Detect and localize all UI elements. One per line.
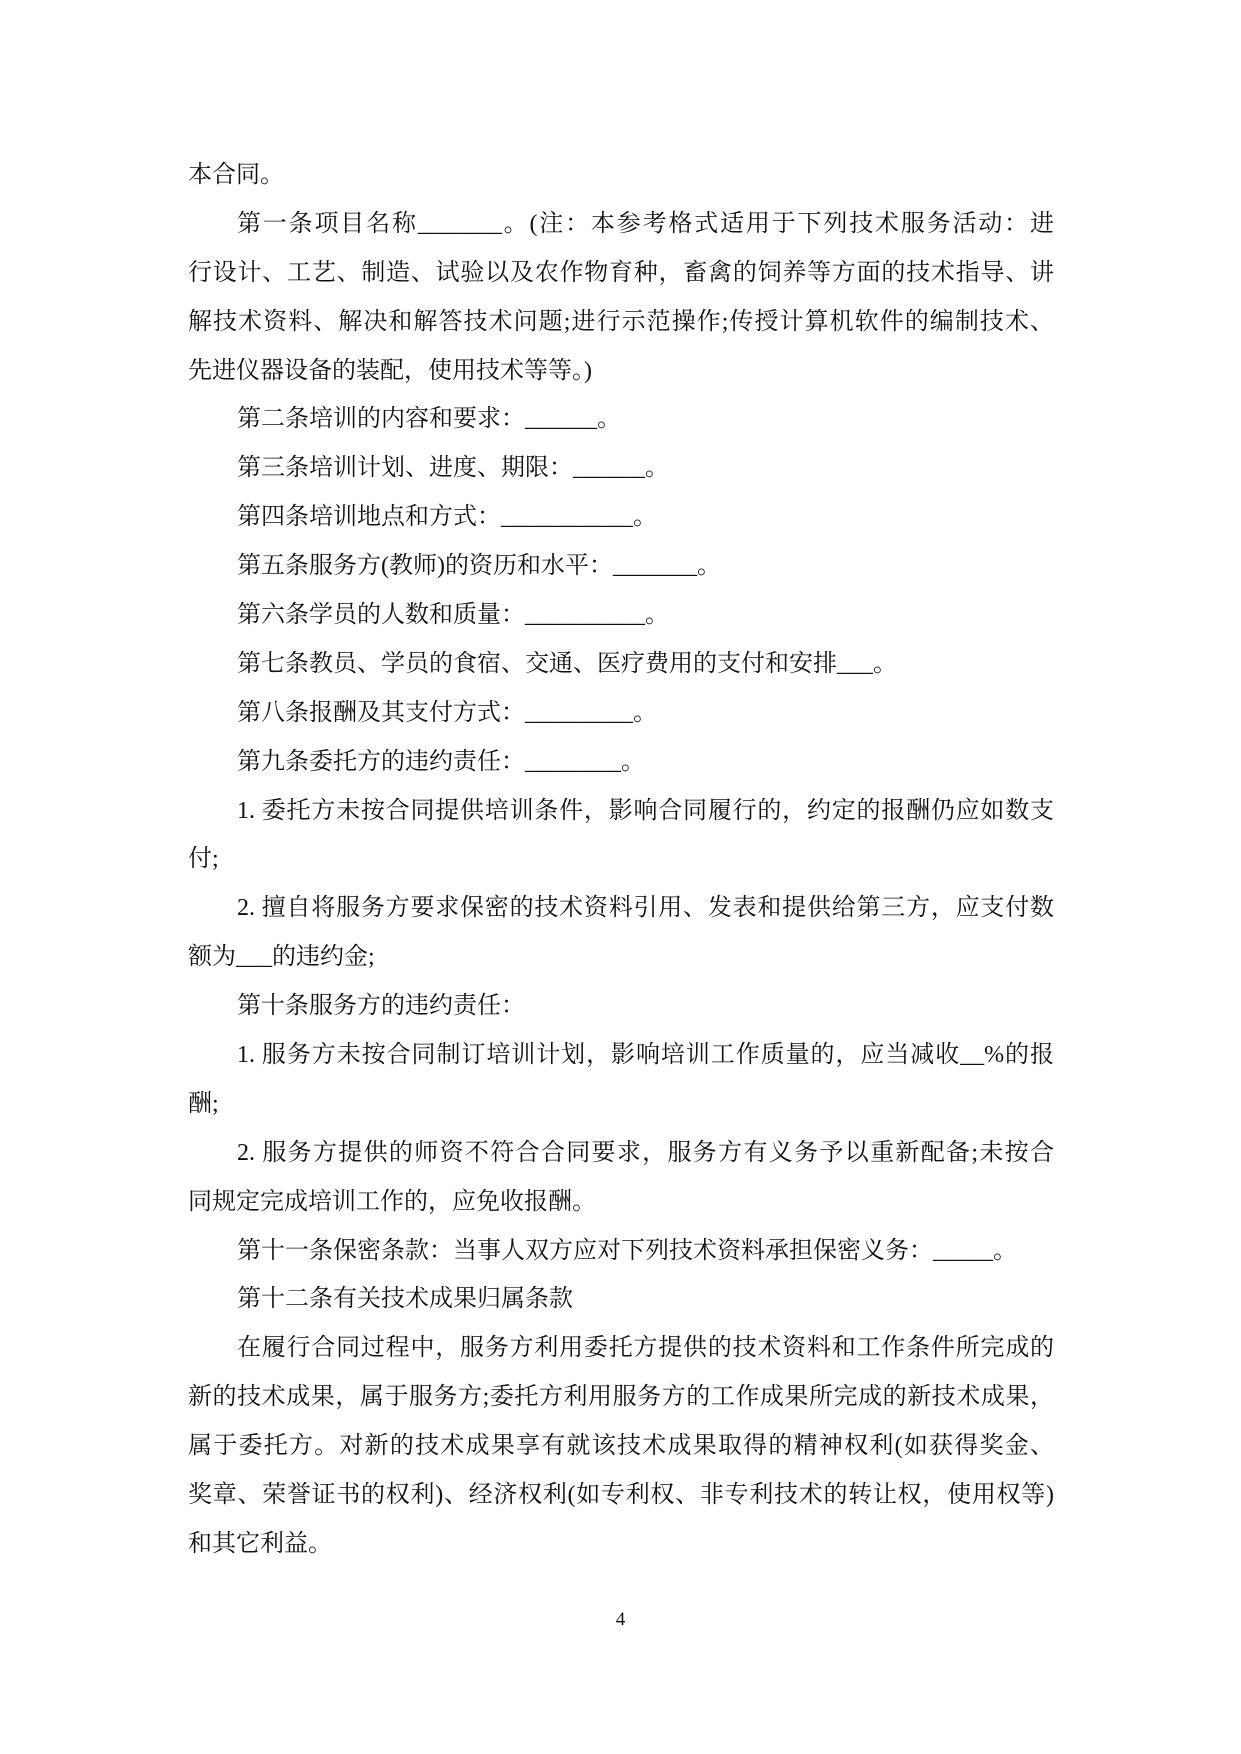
text-line: 第十条服务方的违约责任：: [237, 993, 525, 1020]
text-line: 1. 委托方未按合同提供培训条件，影响合同履行的，约定的报酬仍应如数支: [237, 797, 1054, 824]
text-line: 第一条项目名称_______。(注：本参考格式适用于下列技术服务活动：进: [237, 210, 1054, 237]
text-line: 在履行合同过程中，服务方利用委托方提供的技术资料和工作条件所完成的: [237, 1335, 1054, 1362]
text-line: 第七条教员、学员的食宿、交通、医疗费用的支付和安排___。: [237, 650, 897, 677]
text-line: 第二条培训的内容和要求：______。: [237, 406, 621, 433]
text-line: 酬;: [188, 1090, 219, 1117]
text-line: 1. 服务方未按合同制订培训计划，影响培训工作质量的，应当减收__%的报: [237, 1042, 1054, 1069]
text-line: 第十一条保密条款：当事人双方应对下列技术资料承担保密义务：_____。: [237, 1237, 1017, 1264]
text-line: 属于委托方。对新的技术成果享有就该技术成果取得的精神权利(如获得奖金、: [188, 1433, 1054, 1460]
text-line: 第五条服务方(教师)的资历和水平：_______。: [237, 553, 721, 580]
text-line: 本合同。: [188, 162, 284, 188]
text-line: 第九条委托方的违约责任：________。: [237, 748, 645, 775]
text-line: 奖章、荣誉证书的权利)、经济权利(如专利权、非专利技术的转让权，使用权等): [188, 1482, 1054, 1509]
text-line: 先进仪器设备的装配，使用技术等等。): [188, 357, 592, 384]
text-line: 解技术资料、解决和解答技术问题;进行示范操作;传授计算机软件的编制技术、: [188, 308, 1054, 335]
text-line: 行设计、工艺、制造、试验以及农作物育种，畜禽的饲养等方面的技术指导、讲: [188, 259, 1054, 286]
page-body: [188, 151, 1054, 1569]
text-line: 2. 服务方提供的师资不符合合同要求，服务方有义务予以重新配备;未按合: [237, 1139, 1054, 1166]
text-line: 第四条培训地点和方式：___________。: [237, 504, 657, 531]
text-line: 第八条报酬及其支付方式：_________。: [237, 699, 657, 726]
text-line: 第十二条有关技术成果归属条款: [237, 1286, 573, 1313]
text-line: 额为___的违约金;: [188, 944, 375, 971]
text-line: 新的技术成果，属于服务方;委托方利用服务方的工作成果所完成的新技术成果，: [188, 1384, 1054, 1411]
text-line: 和其它利益。: [188, 1530, 332, 1557]
page-number: 4: [615, 1609, 626, 1630]
text-line: 2. 擅自将服务方要求保密的技术资料引用、发表和提供给第三方，应支付数: [237, 895, 1054, 922]
text-line: 第三条培训计划、进度、期限：______。: [237, 455, 669, 482]
text-line: 第六条学员的人数和质量：__________。: [237, 602, 669, 629]
text-line: 付;: [188, 846, 219, 873]
text-line: 同规定完成培训工作的，应免收报酬。: [188, 1188, 596, 1215]
